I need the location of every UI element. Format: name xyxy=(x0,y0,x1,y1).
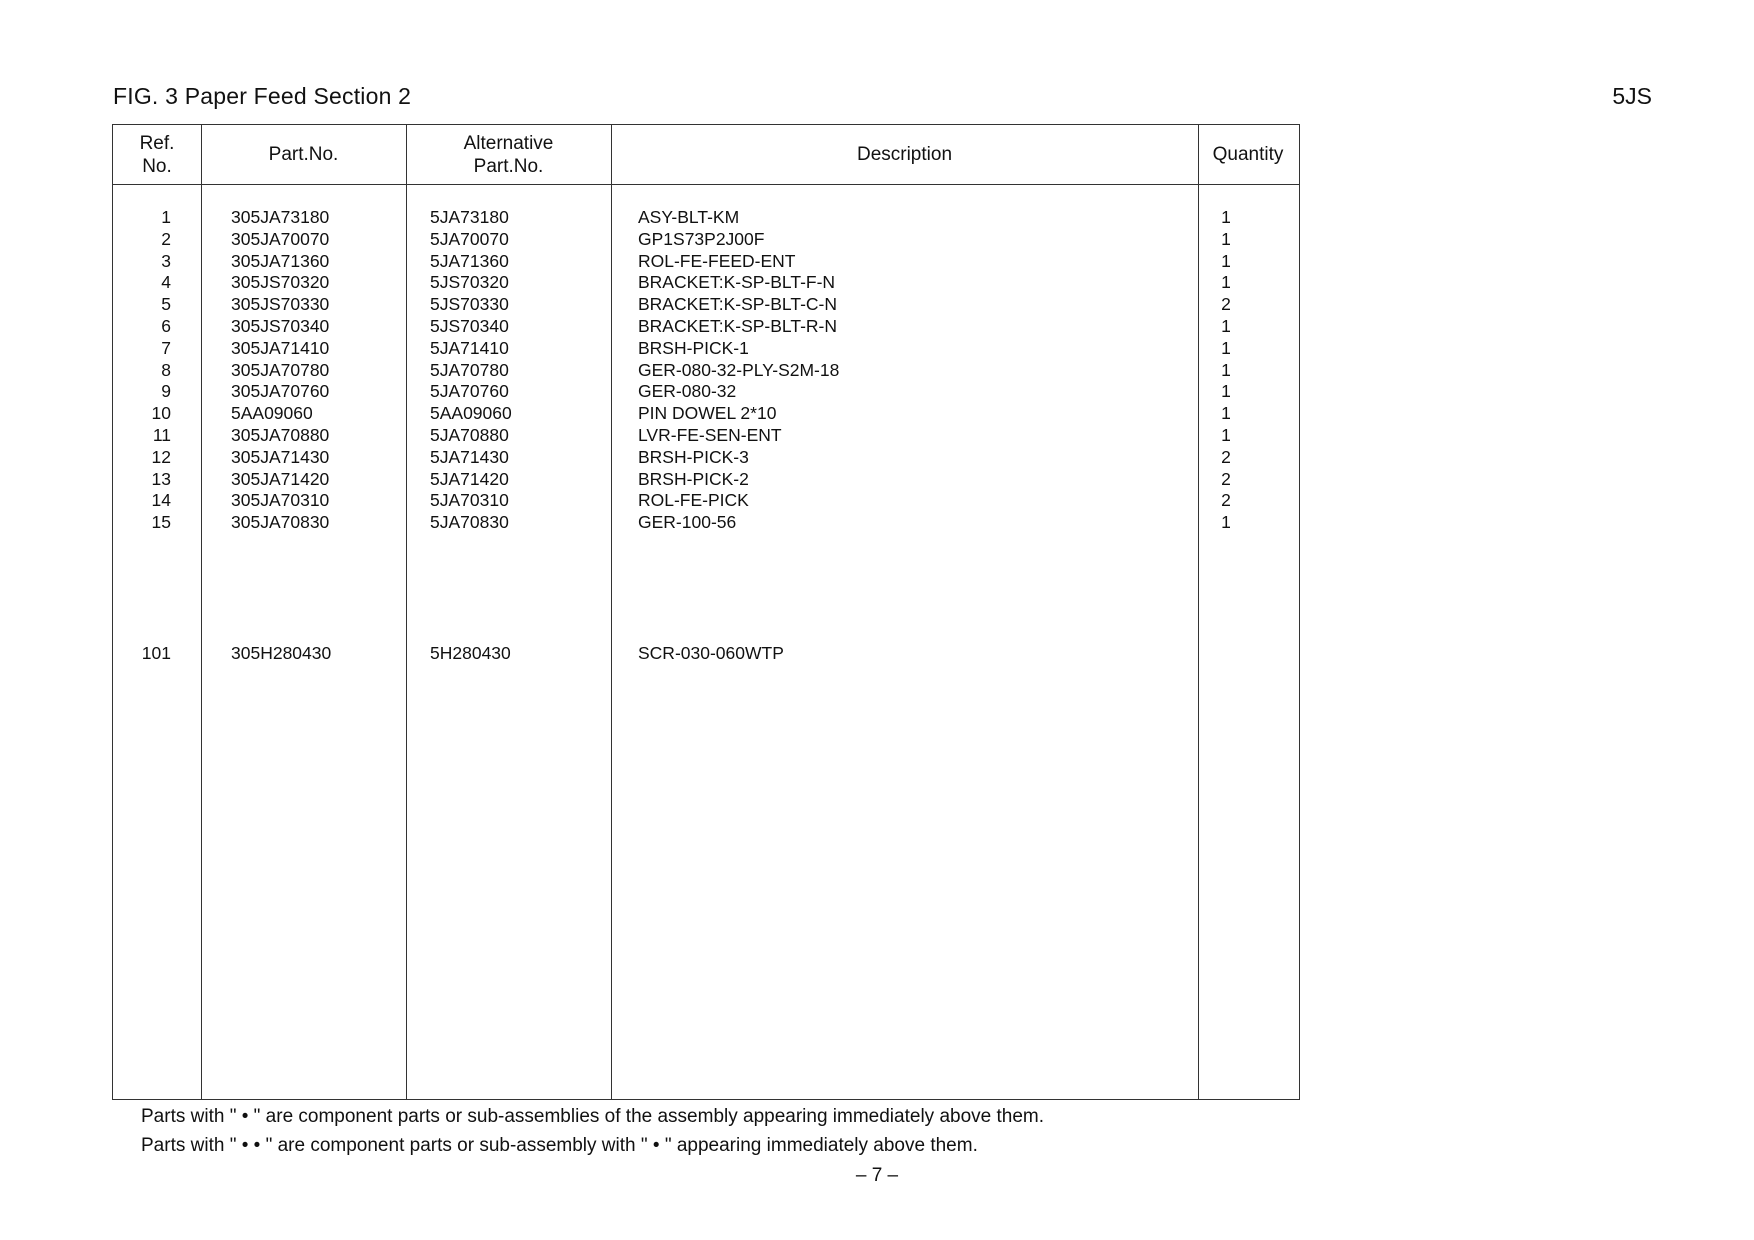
table-row xyxy=(113,490,1299,512)
table-row xyxy=(113,447,1299,469)
description-cell: BRACKET:K-SP-BLT-F-N xyxy=(638,272,836,293)
header-description xyxy=(611,125,1198,184)
description-cell: BRACKET:K-SP-BLT-C-N xyxy=(638,294,838,315)
model-code: 5JS xyxy=(1612,83,1652,109)
ref-no-cell: 7 xyxy=(161,337,171,358)
part-no-cell: 305JA70310 xyxy=(231,490,330,511)
alt-part-no-cell: 5JA70780 xyxy=(430,359,509,380)
quantity-cell: 1 xyxy=(1221,359,1231,380)
table-row xyxy=(113,338,1299,360)
quantity-cell: 2 xyxy=(1221,490,1231,511)
quantity-cell: 1 xyxy=(1221,228,1231,249)
figure-title: FIG. 3 Paper Feed Section 2 xyxy=(113,83,412,109)
alt-part-no-cell: 5JS70320 xyxy=(430,272,509,293)
part-no-cell: 305JA70780 xyxy=(231,359,330,380)
header-part-no-label: Part.No. xyxy=(268,144,339,165)
ref-no-cell: 15 xyxy=(151,512,171,533)
description-cell: PIN DOWEL 2*10 xyxy=(638,403,777,424)
header-ref-line2: No. xyxy=(142,155,172,177)
part-no-cell: 305JS70340 xyxy=(231,315,330,336)
alt-part-no-cell: 5AA09060 xyxy=(430,403,512,424)
table-row xyxy=(113,403,1299,425)
alt-part-no-cell: 5JA71410 xyxy=(430,337,509,358)
ref-no-cell: 1 xyxy=(161,207,171,227)
part-no-cell: 305JA73180 xyxy=(231,207,330,227)
table-row xyxy=(113,294,1299,316)
part-no-cell: 305JA70070 xyxy=(231,228,330,249)
description-cell: GER-080-32-PLY-S2M-18 xyxy=(638,359,840,380)
table-row xyxy=(113,272,1299,294)
quantity-cell: 1 xyxy=(1221,250,1231,271)
header-alternative-part-no xyxy=(406,125,611,184)
description-cell: GP1S73P2J00F xyxy=(638,228,765,249)
ref-no-cell: 8 xyxy=(161,359,171,380)
ref-no-cell: 5 xyxy=(161,294,171,315)
ref-no-cell: 14 xyxy=(151,490,171,511)
ref-no-cell: 6 xyxy=(161,315,171,336)
part-no-cell: 305JA71410 xyxy=(231,337,330,358)
header-divider xyxy=(113,184,1299,185)
ref-no-cell: 4 xyxy=(161,272,171,293)
table-body xyxy=(113,207,1299,665)
alt-part-no-cell: 5JS70330 xyxy=(430,294,509,315)
description-cell: BRSH-PICK-1 xyxy=(638,337,749,358)
alt-part-no-cell: 5JS70340 xyxy=(430,315,509,336)
description-cell: GER-080-32 xyxy=(638,381,737,402)
ref-no-cell: 3 xyxy=(161,250,171,271)
part-no-cell: 305H280430 xyxy=(231,642,332,663)
part-no-cell: 305JS70330 xyxy=(231,294,330,315)
table-row xyxy=(113,381,1299,403)
part-no-cell: 305JA70830 xyxy=(231,512,330,533)
part-no-cell: 305JA71430 xyxy=(231,446,330,467)
alt-part-no-cell: 5H280430 xyxy=(430,642,511,663)
description-cell: BRSH-PICK-2 xyxy=(638,468,749,489)
page-number: – 7 – xyxy=(855,1165,899,1186)
header-alt-line1: Alternative xyxy=(463,132,554,154)
ref-no-cell: 101 xyxy=(141,642,171,663)
part-no-cell: 305JA71420 xyxy=(231,468,330,489)
ref-no-cell: 13 xyxy=(151,468,171,489)
quantity-cell: 1 xyxy=(1221,381,1231,402)
header-alt-line2: Part.No. xyxy=(473,155,544,177)
table-row xyxy=(113,251,1299,273)
description-cell: LVR-FE-SEN-ENT xyxy=(638,424,782,445)
quantity-cell: 1 xyxy=(1221,272,1231,293)
footnote-single-dot: Parts with " • " are component parts or sub-assemblies of the assembly appearing immediately above them. xyxy=(141,1106,1045,1127)
description-cell: BRACKET:K-SP-BLT-R-N xyxy=(638,315,838,336)
ref-no-cell: 11 xyxy=(152,424,171,445)
ref-no-cell: 12 xyxy=(151,446,171,467)
part-no-cell: 305JS70320 xyxy=(231,272,330,293)
alt-part-no-cell: 5JA73180 xyxy=(430,207,509,227)
alt-part-no-cell: 5JA70310 xyxy=(430,490,509,511)
ref-no-cell: 2 xyxy=(161,228,171,249)
description-cell: BRSH-PICK-3 xyxy=(638,446,749,467)
description-cell: SCR-030-060WTP xyxy=(638,642,784,663)
ref-no-cell: 10 xyxy=(151,403,171,424)
alt-part-no-cell: 5JA71430 xyxy=(430,446,509,467)
quantity-cell: 1 xyxy=(1221,512,1231,533)
header-part-no xyxy=(201,125,406,184)
quantity-cell: 1 xyxy=(1221,315,1231,336)
description-cell: ROL-FE-PICK xyxy=(638,490,749,511)
quantity-cell: 1 xyxy=(1221,424,1231,445)
description-cell: ASY-BLT-KM xyxy=(638,207,740,227)
header-ref-no xyxy=(113,125,201,184)
header-description-label: Description xyxy=(856,144,953,165)
alt-part-no-cell: 5JA71420 xyxy=(430,468,509,489)
header-quantity-label: Quantity xyxy=(1212,144,1284,165)
alt-part-no-cell: 5JA70760 xyxy=(430,381,509,402)
description-cell: GER-100-56 xyxy=(638,512,737,533)
quantity-cell: 2 xyxy=(1221,468,1231,489)
header-quantity xyxy=(1198,125,1298,184)
table-row xyxy=(113,360,1299,382)
quantity-cell: 1 xyxy=(1221,403,1231,424)
table-row xyxy=(113,469,1299,491)
table-row xyxy=(113,316,1299,338)
footnote-double-dot: Parts with " • • " are component parts or sub-assembly with " • " appearing immediately above them. xyxy=(141,1135,978,1156)
alt-part-no-cell: 5JA71360 xyxy=(430,250,509,271)
table-row xyxy=(113,207,1299,229)
part-no-cell: 305JA71360 xyxy=(231,250,330,271)
quantity-cell: 1 xyxy=(1221,337,1231,358)
quantity-cell: 2 xyxy=(1221,446,1231,467)
table-row xyxy=(113,229,1299,251)
alt-part-no-cell: 5JA70070 xyxy=(430,228,509,249)
header-ref-line1: Ref. xyxy=(139,132,175,154)
alt-part-no-cell: 5JA70830 xyxy=(430,512,509,533)
description-cell: ROL-FE-FEED-ENT xyxy=(638,250,796,271)
table-row xyxy=(113,643,1299,665)
ref-no-cell: 9 xyxy=(161,381,171,402)
part-no-cell: 5AA09060 xyxy=(231,403,313,424)
quantity-cell: 1 xyxy=(1221,207,1231,227)
table-row xyxy=(113,425,1299,447)
part-no-cell: 305JA70760 xyxy=(231,381,330,402)
table-row xyxy=(113,512,1299,534)
alt-part-no-cell: 5JA70880 xyxy=(430,424,509,445)
parts-table xyxy=(112,124,1300,1100)
quantity-cell: 2 xyxy=(1221,294,1231,315)
part-no-cell: 305JA70880 xyxy=(231,424,330,445)
